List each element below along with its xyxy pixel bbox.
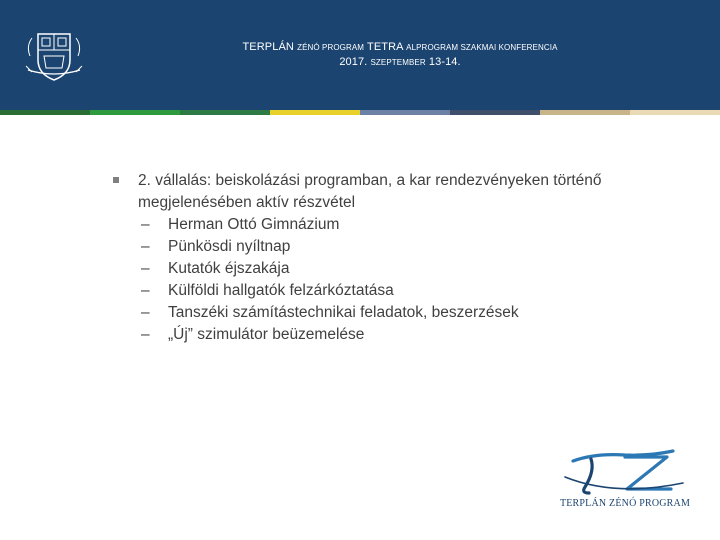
terplan-zeno-logo [555, 443, 695, 515]
main-bullet [113, 170, 673, 214]
stripe-segment [450, 110, 540, 115]
sub-item-text: Külföldi hallgatók felzárkóztatása [168, 282, 394, 299]
title-terplan: TERPLÁN [242, 41, 294, 53]
content-body [113, 170, 673, 346]
header-title [150, 40, 650, 70]
title-month: SZEPTEMBER [370, 58, 426, 67]
stripe-segment [180, 110, 270, 115]
dash-marker: – [141, 304, 150, 321]
dash-marker: – [141, 216, 150, 233]
header-title-line-1 [150, 40, 650, 55]
title-zeno-program: ZÉNÓ PROGRAM [297, 43, 365, 52]
dash-marker: – [141, 326, 150, 343]
sub-item-text: Tanszéki számítástechnikai feladatok, beszerzések [168, 304, 519, 321]
bullet-square-icon [113, 177, 119, 183]
list-item [113, 236, 673, 258]
title-days: 13-14. [428, 56, 461, 68]
university-crest-icon [24, 26, 84, 86]
color-stripe-bar [0, 110, 720, 115]
header-banner [0, 0, 720, 110]
dash-marker: – [141, 260, 150, 277]
list-item [113, 324, 673, 346]
sub-item-text: „Új” szimulátor beüzemelése [168, 326, 365, 343]
list-item [113, 258, 673, 280]
stripe-segment [270, 110, 360, 115]
list-item [113, 214, 673, 236]
stripe-segment [540, 110, 630, 115]
title-conference: ALPROGRAM SZAKMAI KONFERENCIA [406, 43, 558, 52]
dash-marker: – [141, 238, 150, 255]
sub-item-text: Pünkösdi nyíltnap [168, 238, 291, 255]
tz-logo-icon [555, 443, 695, 499]
list-item [113, 302, 673, 324]
stripe-segment [90, 110, 180, 115]
title-tetra: TETRA [367, 41, 403, 53]
main-bullet-text: 2. vállalás: beiskolázási programban, a kar rendezvényeken történő megjelenésében aktív részvétel [138, 172, 602, 211]
title-year: 2017. [339, 56, 368, 68]
stripe-segment [0, 110, 90, 115]
dash-marker: – [141, 282, 150, 299]
sub-item-text: Herman Ottó Gimnázium [168, 216, 340, 233]
logo-text: TERPLÁN ZÉNÓ PROGRAM [559, 498, 691, 509]
sub-item-text: Kutatók éjszakája [168, 260, 290, 277]
stripe-segment [630, 110, 720, 115]
header-title-line-2 [150, 55, 650, 70]
sub-item-list [113, 214, 673, 346]
stripe-segment [360, 110, 450, 115]
list-item [113, 280, 673, 302]
